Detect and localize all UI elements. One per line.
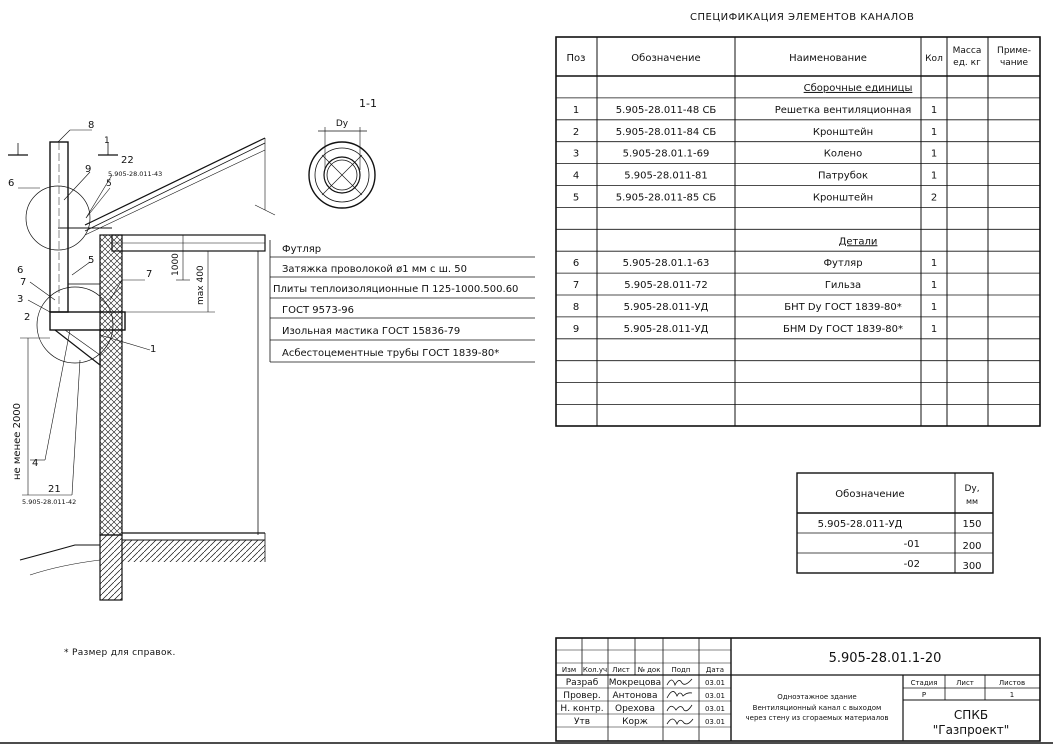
- tb-name: Корж: [622, 717, 648, 727]
- tb-code: 5.905-28.01.1-20: [828, 651, 942, 666]
- spec-row-pos: 5: [572, 192, 580, 204]
- callout-7: 7: [146, 269, 153, 280]
- spec-row-pos: 9: [572, 323, 580, 335]
- tb-desc-3: через стену из сгораемых материалов: [745, 714, 889, 722]
- callout-5-mid: 5: [88, 255, 95, 266]
- tb-role: Утв: [573, 717, 591, 727]
- spec-row-qty: 2: [930, 192, 938, 204]
- spec-row-pos: 1: [572, 104, 580, 116]
- spec-row-name: БНТ Dу ГОСТ 1839-80*: [784, 301, 902, 313]
- spec-row-name: Футляр: [823, 258, 863, 270]
- spec-header-note-2: чание: [999, 58, 1029, 68]
- spec-row-name: Колено: [823, 148, 863, 160]
- spec-row-designation: 5.905-28.01.1-63: [622, 258, 710, 270]
- tb-col-izm: Изм: [561, 666, 577, 674]
- spec-row-pos: 2: [572, 126, 580, 138]
- dia-row-designation: -02: [903, 559, 920, 570]
- callout-9: 9: [85, 164, 92, 175]
- tb-role: Н. контр.: [560, 704, 604, 714]
- tb-sheet-label: Лист: [956, 679, 974, 687]
- spec-row-designation: 5.905-28.011-48 СБ: [615, 104, 717, 116]
- spec-row-designation: 5.905-28.011-85 СБ: [615, 192, 717, 204]
- material-3: Плиты теплоизоляционные П 125-1000.500.60: [273, 284, 519, 295]
- tb-desc-1: Одноэтажное здание: [777, 693, 857, 701]
- spec-row-pos: 6: [572, 258, 580, 270]
- signatures: [667, 679, 693, 724]
- material-4: ГОСТ 9573-96: [282, 305, 355, 316]
- section-mark-1: 1: [104, 136, 110, 146]
- spec-row-qty: 1: [930, 126, 938, 138]
- dy-label: Dу: [335, 119, 349, 129]
- callout-1: 1: [150, 344, 157, 355]
- dia-row-designation: -01: [903, 539, 920, 550]
- tb-col-doc: № док: [637, 666, 661, 674]
- spec-header-designation: Обозначение: [631, 53, 701, 64]
- footnote: * Размер для справок.: [64, 648, 176, 658]
- spec-header-qty: Кол: [925, 54, 943, 64]
- callout-3: 3: [17, 294, 24, 305]
- callout-4: 4: [32, 458, 39, 469]
- wall-elevation: [8, 130, 275, 600]
- callout-22: 22: [121, 155, 134, 166]
- dim-min2000: не менее 2000: [12, 402, 23, 480]
- tb-sheets-label: Листов: [998, 679, 1026, 687]
- tb-col-list: Лист: [612, 666, 630, 674]
- dia-row-designation: 5.905-28.011-УД: [817, 519, 903, 530]
- spec-row-designation: 5.905-28.011-84 СБ: [615, 126, 717, 138]
- callout-6-top: 6: [8, 178, 15, 189]
- callout-5-top: 5: [106, 179, 112, 189]
- spec-row-pos: 4: [572, 170, 580, 182]
- tb-name: Антонова: [612, 691, 658, 701]
- spec-title: СПЕЦИФИКАЦИЯ ЭЛЕМЕНТОВ КАНАЛОВ: [690, 12, 915, 23]
- spec-header-pos: Поз: [566, 53, 586, 64]
- tb-name: Орехова: [615, 704, 655, 714]
- spec-row-name: Решетка вентиляционная: [774, 104, 912, 116]
- material-6: Асбестоцементные трубы ГОСТ 1839-80*: [282, 348, 500, 359]
- materials-legend: [270, 240, 535, 362]
- callout-8: 8: [88, 120, 95, 131]
- spec-row-name: Кронштейн: [812, 126, 874, 138]
- dia-row-dy: 300: [962, 561, 982, 572]
- dia-row-dy: 200: [962, 541, 982, 552]
- dim-max400: max 400: [196, 265, 206, 305]
- spec-row-pos: 3: [572, 148, 580, 160]
- callout-6: 6: [17, 265, 24, 276]
- callout-ref-43: 5.905-28.011-43: [108, 170, 163, 178]
- callout-2: 2: [24, 312, 31, 323]
- tb-date: 03.01: [704, 679, 726, 687]
- tb-stage-value: Р: [921, 691, 927, 699]
- callout-21: 21: [48, 484, 61, 495]
- spec-header-name: Наименование: [789, 53, 867, 64]
- tb-col-sign: Подп: [671, 666, 691, 674]
- tb-role: Разраб: [565, 678, 599, 688]
- spec-row-designation: 5.905-28.01.1-69: [622, 148, 710, 160]
- spec-header-mass: Масса: [952, 46, 982, 56]
- tb-org-2: "Газпроект": [932, 723, 1010, 737]
- spec-row-name: Патрубок: [817, 170, 869, 182]
- tb-role: Провер.: [563, 691, 601, 701]
- callout-7-left: 7: [20, 277, 27, 288]
- spec-row-qty: 1: [930, 280, 938, 292]
- spec-row-qty: 1: [930, 301, 938, 313]
- tb-org-1: СПКБ: [953, 708, 989, 722]
- spec-row-qty: 1: [930, 170, 938, 182]
- callout-ref-42: 5.905-28.011-42: [22, 498, 77, 506]
- spec-row-designation: 5.905-28.011-УД: [623, 323, 709, 335]
- material-1: Футляр: [282, 244, 322, 255]
- spec-row-name: Кронштейн: [812, 192, 874, 204]
- spec-section-title: Детали: [838, 236, 878, 248]
- dia-row-dy: 150: [962, 519, 982, 530]
- tb-date: 03.01: [704, 692, 726, 700]
- spec-table: [556, 37, 1040, 426]
- spec-row-qty: 1: [930, 104, 938, 116]
- spec-row-designation: 5.905-28.011-72: [624, 280, 708, 292]
- pipe-section-1-1: [309, 97, 377, 208]
- spec-row-qty: 1: [930, 258, 938, 270]
- spec-row-designation: 5.905-28.011-81: [624, 170, 708, 182]
- section-label: 1-1: [359, 97, 377, 110]
- dia-header-dy: Dу,: [964, 484, 980, 494]
- tb-col-koluch: Кол.уч: [582, 666, 608, 674]
- tb-stage-label: Стадия: [910, 679, 938, 687]
- spec-row-qty: 1: [930, 323, 938, 335]
- spec-row-pos: 8: [572, 301, 580, 313]
- spec-row-name: Гильза: [824, 280, 862, 292]
- material-5: Изольная мастика ГОСТ 15836-79: [282, 326, 461, 337]
- tb-col-date: Дата: [705, 666, 725, 674]
- tb-date: 03.01: [704, 718, 726, 726]
- tb-desc-2: Вентиляционный канал с выходом: [752, 704, 882, 712]
- tb-date: 03.01: [704, 705, 726, 713]
- material-2: Затяжка проволокой ø1 мм с ш. 50: [282, 264, 467, 275]
- spec-row-designation: 5.905-28.011-УД: [623, 301, 709, 313]
- dim-1000: 1000: [171, 253, 181, 276]
- spec-row-name: БНМ Dу ГОСТ 1839-80*: [782, 323, 904, 335]
- spec-row-pos: 7: [572, 280, 580, 292]
- tb-sheets-value: 1: [1009, 691, 1015, 699]
- dia-header-unit: мм: [965, 497, 979, 506]
- spec-section-title: Сборочные единицы: [803, 82, 913, 94]
- dia-header-designation: Обозначение: [835, 489, 905, 500]
- spec-header-mass-unit: ед. кг: [953, 58, 981, 68]
- spec-row-qty: 1: [930, 148, 938, 160]
- tb-name: Мокрецова: [608, 678, 662, 688]
- spec-header-note: Приме-: [997, 46, 1031, 56]
